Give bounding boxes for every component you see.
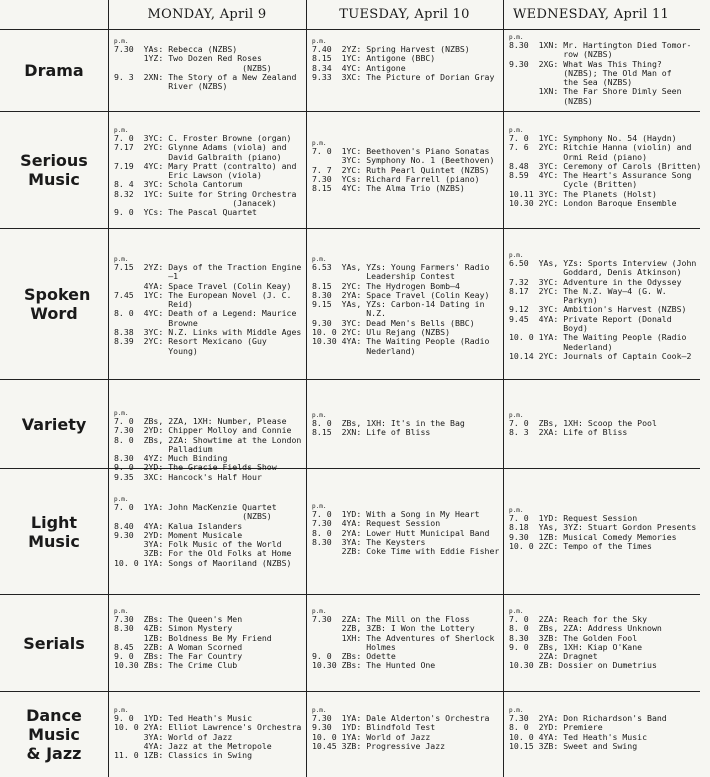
listing-line: 9.45 4YA: Private Report (Donald — [509, 313, 672, 324]
listing-line: 9. 0 ZBs: Odette — [312, 651, 396, 662]
cell-spoken-wednesday — [509, 252, 700, 378]
listing-line: 8.15 1YC: Antigone (BBC) — [312, 53, 436, 64]
listing-line: 9.33 3XC: The Picture of Dorian Gray — [312, 71, 495, 82]
listing-line: 11. 0 1ZB: Classics in Swing — [114, 750, 253, 761]
listing-line: 7.30 2YD: Chipper Molloy and Connie — [114, 425, 292, 436]
listing-line: 7.17 2YC: Glynne Adams (viola) and — [114, 142, 287, 153]
category-serials: Serials — [23, 633, 85, 653]
category-spoken-word — [0, 229, 108, 379]
listing-line: 10.15 3ZB: Sweet and Swing — [509, 740, 638, 751]
listing-line: 8.38 3YC: N.Z. Links with Middle Ages — [114, 327, 302, 338]
listing-line: 9. 3 2XN: The Story of a New Zealand — [114, 71, 297, 82]
listing-line: 8.30 3ZB: The Golden Fool — [509, 632, 638, 643]
listing-line: 10. 0 4YA: Ted Heath's Music — [509, 731, 648, 742]
listing-line: 1XN: The Far Shore Dimly Seen — [509, 86, 682, 97]
listing-line: 7. 0 ZBs, 1XH: Scoop the Pool — [509, 418, 657, 428]
listing-line: 8.30 3YA: The Keysters — [312, 536, 426, 547]
listing-line: Goddard, Denis Atkinson) — [509, 267, 682, 278]
listing-line: 8.15 2YC: The Hydrogen Bomb—4 — [312, 280, 460, 291]
listing-line: 9. 0 ZBs: The Far Country — [114, 651, 243, 662]
listing-line: Ormi Reid (piano) — [509, 151, 648, 162]
listing-line: Parkyn) — [509, 295, 598, 306]
listing-line: 10.14 2YC: Journals of Captain Cook—2 — [509, 350, 692, 361]
listing-line: 7. 7 2YC: Ruth Pearl Quintet (NZBS) — [312, 164, 490, 175]
listing-line: 10.11 3YC: The Planets (Holst) — [509, 188, 657, 199]
listing-line: 4YA: Space Travel (Colin Keay) — [114, 280, 292, 291]
cell-dance-monday — [114, 707, 304, 776]
listing-line: Nederland) — [509, 341, 613, 352]
listing-line: 7.30 YCs: Richard Farrell (piano) — [312, 173, 480, 184]
listing-line: 7.30 2ZA: The Mill on the Floss — [312, 614, 470, 624]
cell-dance-tuesday — [312, 707, 502, 776]
listing-line: 8. 0 ZBs, 2ZA: Address Unknown — [509, 623, 662, 634]
listing-line: 10.45 3ZB: Progressive Jazz — [312, 740, 446, 751]
listing-line: 8.30 4YZ: Much Binding — [114, 453, 228, 464]
listing-line: Holmes — [312, 641, 396, 652]
listing-line: 7. 0 ZBs, 2ZA, 1XH: Number, Please — [114, 416, 287, 426]
listing-line: Nederland) — [312, 345, 416, 356]
pm-marker: p.m. — [312, 38, 327, 45]
listing-line: Browne — [114, 317, 198, 328]
cell-variety-monday — [114, 410, 304, 482]
pm-marker: p.m. — [114, 256, 129, 263]
day-header-monday: MONDAY, April 9 — [147, 7, 267, 22]
listing-line: Leadership Contest — [312, 271, 455, 282]
listing-line: Reid) — [114, 299, 193, 310]
listing-line: 9.30 1YD: Blindfold Test — [312, 722, 436, 733]
listing-line: Boyd) — [509, 323, 588, 334]
pm-marker: p.m. — [114, 410, 129, 417]
listing-line: —1 — [114, 271, 179, 282]
listing-line: 7. 0 1YA: John MacKenzie Quartet — [114, 502, 277, 512]
listing-line: 9.15 YAs, YZs: Carbon-14 Dating in — [312, 299, 485, 310]
pm-marker: p.m. — [509, 127, 524, 134]
listing-line: 2ZB: Coke Time with Eddie Fisher — [312, 546, 500, 557]
listing-line: Young) — [114, 345, 198, 356]
pm-marker: p.m. — [114, 38, 129, 45]
listing-line: 8.30 4ZB: Simon Mystery — [114, 623, 233, 634]
listing-line: 8.30 1XN: Mr. Hartington Died Tomor- — [509, 40, 692, 50]
listing-line: 7.30 1YA: Dale Alderton's Orchestra — [312, 713, 490, 723]
listing-line: (NZBS); The Old Man of — [509, 67, 672, 78]
cell-spoken-tuesday — [312, 256, 502, 378]
listing-line: 7.45 1YC: The European Novel (J. C. — [114, 289, 292, 300]
listing-line: (NZBS) — [114, 511, 272, 522]
listing-line: 7. 0 2ZA: Reach for the Sky — [509, 614, 648, 624]
pm-marker: p.m. — [312, 707, 327, 714]
listing-line: 10.30 ZBs: The Crime Club — [114, 660, 238, 671]
column-divider — [503, 0, 504, 777]
category-serious-music — [0, 112, 108, 228]
listing-line: 7.30 2YA: Don Richardson's Band — [509, 713, 667, 723]
listing-line: Palladium — [114, 443, 213, 454]
listing-line: 9.30 3YC: Dead Men's Bells (BBC) — [312, 317, 475, 328]
listing-line: 10. 0 2YA: Elliot Lawrence's Orchestra — [114, 722, 302, 733]
cell-drama-tuesday — [312, 38, 502, 110]
category-label: Dance Music & Jazz — [26, 706, 82, 763]
listing-line: 8.18 YAs, 3YZ: Stuart Gordon Presents — [509, 522, 697, 533]
listing-line: 1XH: The Adventures of Sherlock — [312, 632, 495, 643]
listing-line: 8.15 4YC: The Alma Trio (NZBS) — [312, 183, 465, 194]
listing-line: row (NZBS) — [509, 49, 613, 60]
cell-serials-tuesday — [312, 608, 502, 690]
listing-line: 3ZB: For the Old Folks at Home — [114, 548, 292, 559]
listing-line: 7.30 4YA: Request Session — [312, 518, 441, 529]
cell-serials-monday — [114, 608, 304, 690]
listing-line: 9. 0 YCs: The Pascal Quartet — [114, 207, 257, 218]
listing-line: 9. 0 ZBs, 1XH: Kiap O'Kane — [509, 641, 643, 652]
column-divider — [108, 0, 109, 777]
pm-marker: p.m. — [114, 496, 129, 503]
listing-line: 9. 0 1YD: Ted Heath's Music — [114, 713, 253, 723]
listing-line: 10. 0 1YA: Songs of Maoriland (NZBS) — [114, 557, 292, 568]
listing-line: 8. 3 2XA: Life of Bliss — [509, 427, 628, 438]
listing-line: 3YA: Folk Music of the World — [114, 539, 282, 550]
listing-line: 7. 6 2YC: Ritchie Hanna (violin) and — [509, 142, 692, 153]
pm-marker: p.m. — [312, 503, 327, 510]
pm-marker: p.m. — [114, 707, 129, 714]
listing-line: 9.30 2YD: Moment Musicale — [114, 529, 243, 540]
listing-line: 7.30 ZBs: The Queen's Men — [114, 614, 243, 624]
listing-line: 10.30 ZB: Dossier on Dumetrius — [509, 660, 657, 671]
listing-line: 7. 0 1YC: Beethoven's Piano Sonatas — [312, 146, 490, 156]
listing-line: 6.53 YAs, YZs: Young Farmers' Radio — [312, 262, 490, 272]
listing-line: 8.59 4YC: The Heart's Assurance Song — [509, 170, 692, 181]
listing-line: 8. 0 ZBs, 1XH: It's in the Bag — [312, 418, 465, 428]
listing-line: (NZBS) — [509, 95, 593, 106]
category-label: Spoken Word — [24, 285, 91, 323]
listing-line: (Janacek) — [114, 198, 277, 209]
cell-light-tuesday — [312, 503, 502, 593]
pm-marker: p.m. — [509, 34, 524, 41]
column-divider — [306, 0, 307, 777]
cell-drama-monday — [114, 38, 304, 110]
listing-line: 7.19 4YC: Mary Pratt (contralto) and — [114, 160, 297, 171]
listing-line: 9.12 3YC: Ambition's Harvest (NZBS) — [509, 304, 687, 315]
pm-marker: p.m. — [312, 608, 327, 615]
listing-line: 9.35 3XC: Hancock's Half Hour — [114, 471, 262, 482]
listing-line: 3YC: Symphony No. 1 (Beethoven) — [312, 155, 495, 166]
listing-line: 8. 4 3YC: Schola Cantorum — [114, 179, 243, 190]
listing-line: 8. 0 4YC: Death of a Legend: Maurice — [114, 308, 297, 319]
listing-line: 1ZB: Boldness Be My Friend — [114, 632, 272, 643]
pm-marker: p.m. — [509, 507, 524, 514]
pm-marker: p.m. — [312, 412, 327, 419]
listing-line: 1YZ: Two Dozen Red Roses — [114, 53, 262, 64]
listing-line: 8. 0 ZBs, 2ZA: Showtime at the London — [114, 434, 302, 445]
pm-marker: p.m. — [312, 256, 327, 263]
category-light-music — [0, 469, 108, 594]
listing-line: 3YA: World of Jazz — [114, 731, 233, 742]
listing-line: 4YA: Jazz at the Metropole — [114, 740, 272, 751]
listing-line: Eric Lawson (viola) — [114, 170, 262, 181]
category-drama: Drama — [24, 61, 84, 80]
pm-marker: p.m. — [509, 608, 524, 615]
listing-line: 9.30 1ZB: Musical Comedy Memories — [509, 531, 677, 542]
listing-line: 10. 0 2ZC: Tempo of the Times — [509, 540, 652, 551]
listing-line: David Galbraith (piano) — [114, 151, 282, 162]
cell-drama-wednesday — [509, 34, 700, 110]
category-label: Light Music — [28, 512, 80, 551]
category-label: Serious Music — [20, 151, 88, 189]
listing-line: 10. 0 1YA: World of Jazz — [312, 731, 431, 742]
category-dance-music-jazz — [0, 692, 108, 777]
listing-line: 8.34 4YC: Antigone — [312, 62, 406, 73]
cell-serious-wednesday — [509, 127, 700, 227]
listing-line: 8.32 1YC: Suite for String Orchestra — [114, 188, 297, 199]
pm-marker: p.m. — [509, 412, 524, 419]
cell-light-monday — [114, 496, 304, 593]
category-variety: Variety — [21, 414, 87, 434]
listing-line: Cycle (Britten) — [509, 179, 638, 190]
listing-line: (NZBS) — [114, 62, 272, 73]
listing-line: 10.30 4YA: The Waiting People (Radio — [312, 336, 490, 347]
listing-line: 9.30 2XG: What Was This Thing? — [509, 58, 662, 69]
day-header-tuesday: TUESDAY, April 10 — [339, 7, 470, 22]
listing-line: 10. 0 2YC: Ulu Rejang (NZBS) — [312, 327, 451, 338]
pm-marker: p.m. — [509, 252, 524, 259]
listing-line: the Sea (NZBS) — [509, 77, 633, 88]
listing-line: 7. 0 1YD: Request Session — [509, 513, 638, 523]
listing-line: 8.40 4YA: Kalua Islanders — [114, 520, 243, 531]
listing-line: 7.40 2YZ: Spring Harvest (NZBS) — [312, 44, 470, 54]
listing-line: 8.30 2YA: Space Travel (Colin Keay) — [312, 289, 490, 300]
listing-line: 9. 0 2YD: The Gracie Fields Show — [114, 462, 277, 473]
cell-serials-wednesday — [509, 608, 700, 690]
listing-line: 8.45 2ZB: A Woman Scorned — [114, 641, 243, 652]
cell-spoken-monday — [114, 256, 304, 378]
listing-line: 6.50 YAs, YZs: Sports Interview (John — [509, 258, 697, 268]
listing-line: 7.32 3YC: Adventure in the Odyssey — [509, 276, 682, 287]
listing-line: River (NZBS) — [114, 81, 228, 92]
pm-marker: p.m. — [114, 127, 129, 134]
listing-line: 7.15 2YZ: Days of the Traction Engine — [114, 262, 302, 272]
listing-line: 8.48 3YC: Ceremony of Carols (Britten) — [509, 160, 702, 171]
listing-line: 7.30 YAs: Rebecca (NZBS) — [114, 44, 238, 54]
listing-line: 10. 0 1YA: The Waiting People (Radio — [509, 332, 687, 343]
cell-variety-tuesday — [312, 412, 502, 467]
listing-line: 8.15 2XN: Life of Bliss — [312, 427, 431, 438]
listing-line: 2ZA: Dragnet — [509, 651, 598, 662]
cell-light-wednesday — [509, 507, 700, 593]
listing-line: 7. 0 1YD: With a Song in My Heart — [312, 509, 480, 519]
listing-line: N.Z. — [312, 308, 386, 319]
pm-marker: p.m. — [114, 608, 129, 615]
listing-line: 8. 0 2YD: Premiere — [509, 722, 603, 733]
day-header-wednesday: WEDNESDAY, April 11 — [513, 7, 670, 22]
listing-line: 7. 0 3YC: C. Froster Browne (organ) — [114, 133, 292, 143]
cell-serious-tuesday — [312, 140, 502, 227]
pm-marker: p.m. — [509, 707, 524, 714]
listing-line: 7. 0 1YC: Symphony No. 54 (Haydn) — [509, 133, 677, 143]
listing-line: 10.30 2YC: London Baroque Ensemble — [509, 198, 677, 209]
cell-dance-wednesday — [509, 707, 700, 776]
pm-marker: p.m. — [312, 140, 327, 147]
cell-variety-wednesday — [509, 412, 700, 467]
listing-line: 8. 0 2YA: Lower Hutt Municipal Band — [312, 527, 490, 538]
listing-line: 2ZB, 3ZB: I Won the Lottery — [312, 623, 475, 634]
listing-line: 10.30 ZBs: The Hunted One — [312, 660, 436, 671]
listing-line: 8.17 2YC: The N.Z. Way—4 (G. W. — [509, 285, 667, 296]
listing-line: 8.39 2YC: Resort Mexicano (Guy — [114, 336, 267, 347]
cell-serious-monday — [114, 127, 304, 227]
